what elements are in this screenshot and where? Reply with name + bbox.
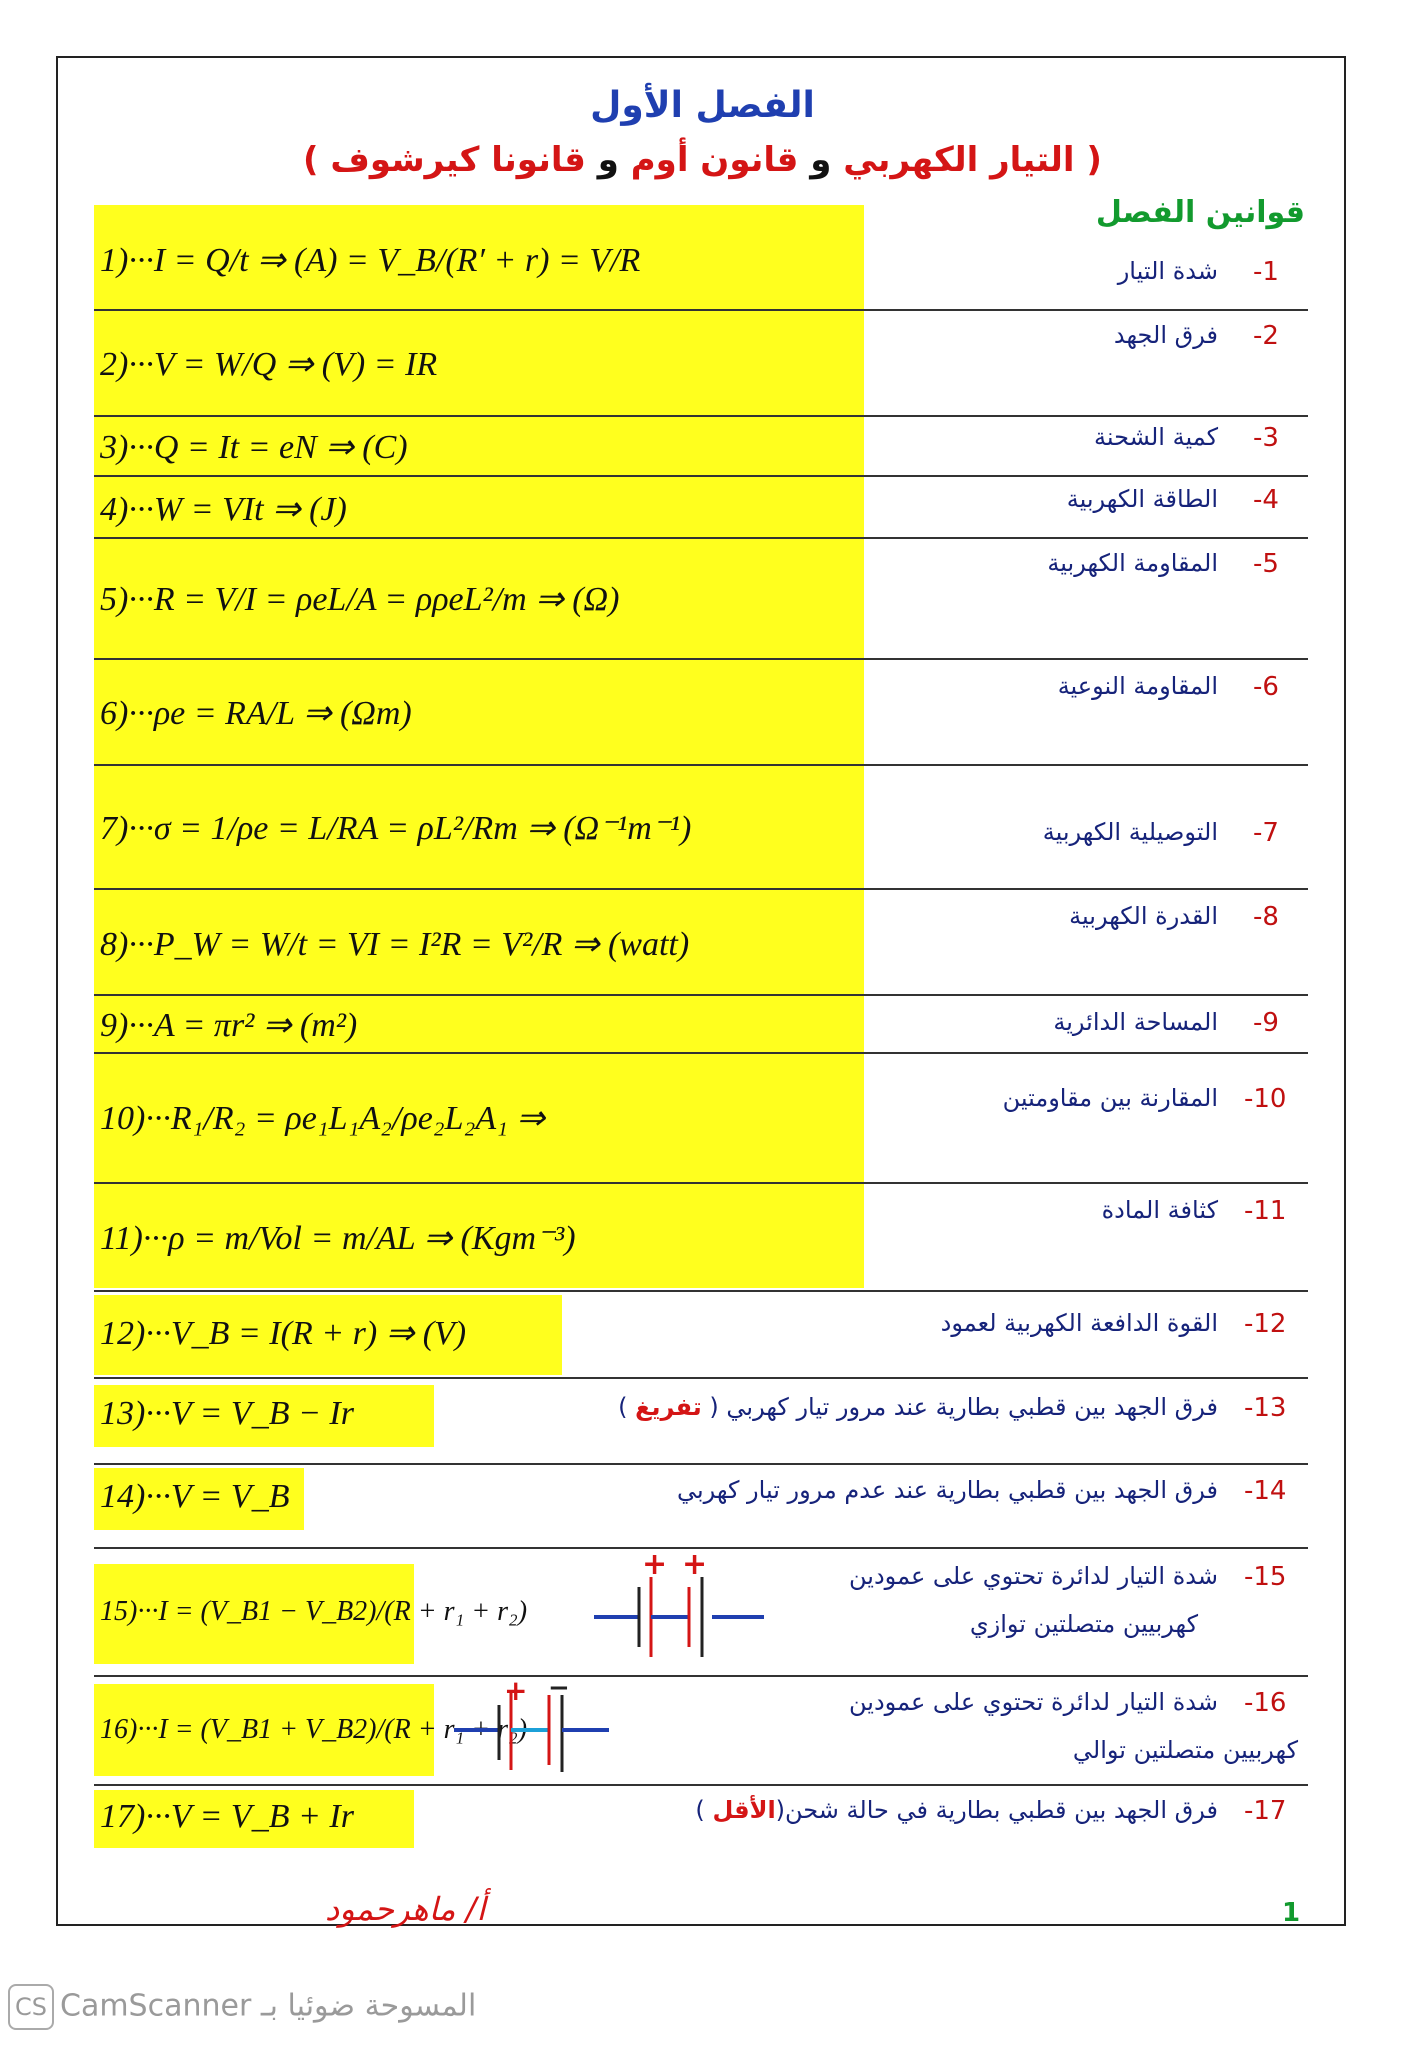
formula-7: 7)···σ = 1/ρe = L/RA = ρL²/Rm ⇒ (Ω⁻¹m⁻¹) (100, 810, 692, 847)
law-row-11 (94, 1184, 1308, 1288)
law-label: التوصيلية الكهربية (1042, 818, 1218, 846)
law-row-17 (94, 1790, 1308, 1848)
law-row-7 (94, 766, 1308, 888)
law-row-5 (94, 539, 1308, 658)
row-divider (94, 1290, 1308, 1292)
law-number: -10 (1244, 1084, 1287, 1114)
camscanner-watermark (8, 1984, 476, 2030)
law-row-8 (94, 890, 1308, 994)
law-row-14 (94, 1468, 1308, 1530)
formula-8: 8)···P_W = W/t = VI = I²R = V²/R ⇒ (watt) (100, 926, 690, 963)
laws-label: قوانين الفصل (1095, 195, 1305, 230)
law-label: فرق الجهد بين قطبي بطارية في حالة شحن(الأقل ) (695, 1796, 1218, 1824)
formula-13: 13)···V = V_B − Ir (100, 1395, 354, 1432)
law-label: فرق الجهد بين قطبي بطارية عند عدم مرور تيار كهربي (677, 1476, 1218, 1504)
formula-1: 1)···I = Q/t ⇒ (A) = V_B/(R′ + r) = V/R (100, 242, 641, 279)
law-row-15 (94, 1552, 1308, 1672)
law-number: -15 (1244, 1562, 1287, 1592)
law-row-10 (94, 1054, 1308, 1182)
row-divider (94, 1377, 1308, 1379)
law-number: -7 (1253, 818, 1279, 848)
formula-4: 4)···W = VIt ⇒ (J) (100, 491, 347, 528)
law-row-6 (94, 660, 1308, 764)
formula-6: 6)···ρe = RA/L ⇒ (Ωm) (100, 695, 412, 732)
page-number: 1 (1282, 1898, 1301, 1928)
law-row-12 (94, 1295, 1308, 1375)
law-label: القدرة الكهربية (1069, 902, 1218, 930)
law-row-13 (94, 1385, 1308, 1447)
law-row-2 (94, 311, 1308, 415)
formula-5: 5)···R = V/I = ρeL/A = ρρeL²/m ⇒ (Ω) (100, 581, 620, 618)
formula-16: 16)···I = (V_B1 + V_B2)/(R + r₁ + r₂) (100, 1714, 528, 1745)
camscanner-arabic: المسوحة ضوئيا بـ (260, 1988, 477, 2024)
law-number: -17 (1244, 1796, 1287, 1826)
formula-17: 17)···V = V_B + Ir (100, 1798, 354, 1835)
law-row-16 (94, 1680, 1308, 1780)
law-number: -14 (1244, 1476, 1287, 1506)
law-label: كثافة المادة (1101, 1196, 1218, 1224)
row-divider (94, 1547, 1308, 1549)
row-divider (94, 1463, 1308, 1465)
law-label: شدة التيار لدائرة تحتوي على عمودين (849, 1688, 1218, 1716)
plus-sign: + (504, 1680, 528, 1707)
formula-12: 12)···V_B = I(R + r) ⇒ (V) (100, 1315, 467, 1352)
law-label: شدة التيار لدائرة تحتوي على عمودين (849, 1562, 1218, 1590)
law-row-3 (94, 417, 1308, 475)
law-label-line2: كهربيين متصلتين توالي (1072, 1736, 1298, 1764)
formula-14: 14)···V = V_B (100, 1478, 290, 1515)
law-label: المقاومة النوعية (1057, 672, 1218, 700)
chapter-subtitle: ( التيار الكهربي و قانون أوم و قانونا كيرشوف ) (303, 140, 1102, 180)
row-divider (94, 1784, 1308, 1786)
law-label: المساحة الدائرية (1053, 1008, 1218, 1036)
author-signature: أ/ ماهرحمود (325, 1890, 486, 1928)
law-number: -5 (1253, 549, 1279, 579)
formula-3: 3)···Q = It = eN ⇒ (C) (100, 429, 408, 466)
law-label: الطاقة الكهربية (1066, 485, 1218, 513)
series-batteries-diagram (454, 1680, 644, 1780)
law-label: شدة التيار (1117, 257, 1218, 285)
law-number: -4 (1253, 485, 1279, 515)
row-divider (94, 1675, 1308, 1677)
camscanner-logo: CS (8, 1984, 54, 2030)
law-label-line2: كهربيين متصلتين توازي (969, 1610, 1198, 1638)
law-label: فرق الجهد (1113, 321, 1218, 349)
plus-sign: + (682, 1552, 708, 1582)
law-label: فرق الجهد بين قطبي بطارية عند مرور تيار كهربي ( تفريغ ) (618, 1393, 1218, 1421)
plus-sign: + (642, 1552, 668, 1582)
law-number: -6 (1253, 672, 1279, 702)
law-number: -11 (1244, 1196, 1287, 1226)
formula-10: 10)···R₁/R₂ = ρe₁L₁A₂/ρe₂L₂A₁ ⇒ (100, 1100, 545, 1137)
formula-2: 2)···V = W/Q ⇒ (V) = IR (100, 346, 438, 383)
law-label: المقارنة بين مقاومتين (1002, 1084, 1218, 1112)
law-row-4 (94, 477, 1308, 537)
law-row-1 (94, 205, 1308, 309)
parallel-batteries-diagram (594, 1552, 794, 1662)
law-number: -13 (1244, 1393, 1287, 1423)
law-number: -8 (1253, 902, 1279, 932)
law-number: -2 (1253, 321, 1279, 351)
law-number: -3 (1253, 423, 1279, 453)
law-number: -9 (1253, 1008, 1279, 1038)
law-label: المقاومة الكهربية (1047, 549, 1218, 577)
formula-9: 9)···A = πr² ⇒ (m²) (100, 1007, 358, 1044)
law-row-9 (94, 996, 1308, 1052)
chapter-heading: الفصل الأول (590, 85, 815, 126)
minus-sign: − (548, 1680, 570, 1703)
law-number: -12 (1244, 1309, 1287, 1339)
formula-11: 11)···ρ = m/Vol = m/AL ⇒ (Kgm⁻³) (100, 1220, 576, 1257)
law-number: -1 (1253, 257, 1279, 287)
law-label: القوة الدافعة الكهربية لعمود (940, 1309, 1218, 1337)
camscanner-text: CamScanner (60, 1988, 252, 2024)
law-label: كمية الشحنة (1093, 423, 1218, 451)
law-number: -16 (1244, 1688, 1287, 1718)
formula-15: 15)···I = (V_B1 − V_B2)/(R + r₁ + r₂) (100, 1596, 528, 1627)
